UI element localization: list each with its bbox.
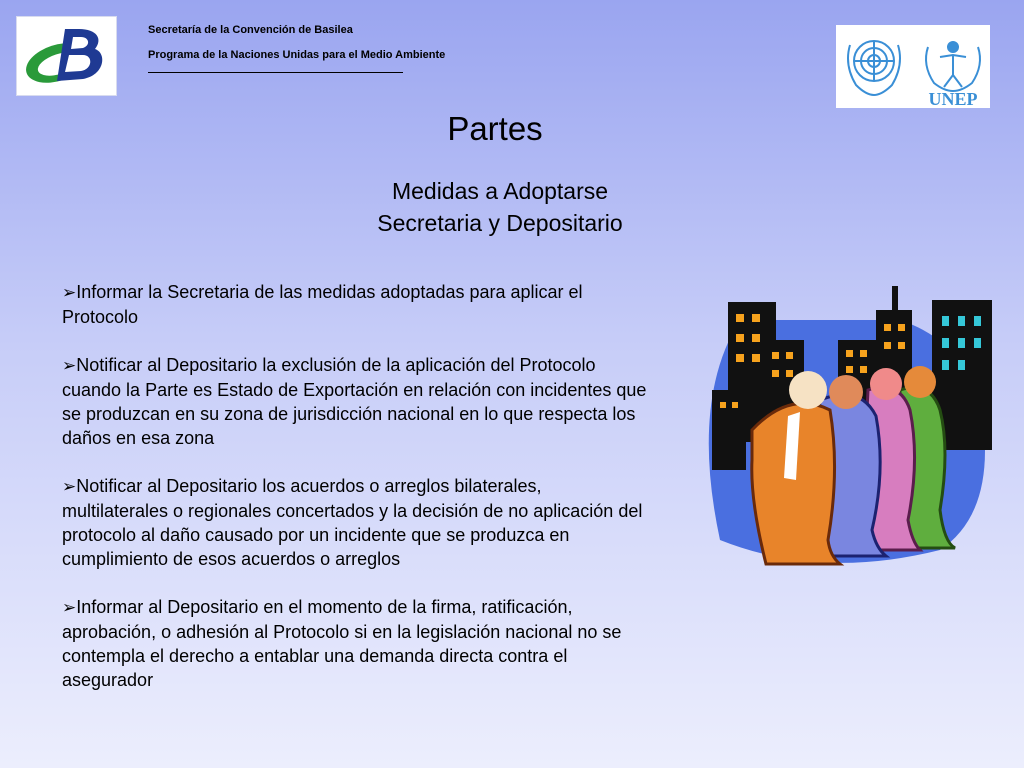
subtitle-line-1: Medidas a Adoptarse xyxy=(391,178,609,204)
un-unep-logos xyxy=(836,25,990,108)
bullet-item-2: ➢Notificar al Depositario la exclusión de la aplicación del Protocolo cuando la Parte es Estado de Exportación en relación con incidentes que se produzcan en su zona de jurisdicción nacional en lo que respecta los daños en esa zona xyxy=(62,355,647,448)
bullet-arrow-icon: ➢ xyxy=(62,283,77,302)
people-city-clipart xyxy=(700,280,1000,570)
subtitle-line-2: Secretaria y Depositario xyxy=(377,210,623,236)
un-emblem-icon xyxy=(836,25,990,108)
city-people-illustration xyxy=(700,280,1000,570)
bullet-list xyxy=(62,280,652,716)
page-title-text: Partes xyxy=(447,110,543,147)
bullet-arrow-icon: ➢ xyxy=(62,356,77,375)
bullet-item-4: ➢Informar al Depositario en el momento de la firma, ratificación, aprobación, o adhesión al Protocolo si en la legislación nacional no se contempla el derecho a entablar una demanda directa contra el asegurador xyxy=(62,597,622,690)
bullet-arrow-icon: ➢ xyxy=(62,477,77,496)
unep-wordmark: UNEP xyxy=(928,89,978,108)
page-title xyxy=(0,110,990,148)
basel-logo-icon xyxy=(17,17,116,95)
header-line-1: Secretaría de la Convención de Basilea xyxy=(148,24,353,36)
bullet-item-3: ➢Notificar al Depositario los acuerdos o arreglos bilaterales, multilaterales o regionales concertados y la decisión de no aplicación del protocolo al daño causado por un incidente que se produzca en cumplimiento de esos acuerdos o arreglos xyxy=(62,476,643,569)
bullet-item-1: ➢Informar la Secretaria de las medidas adoptadas para aplicar el Protocolo xyxy=(62,282,583,327)
header-rule xyxy=(148,72,403,73)
header-line-2: Programa de la Naciones Unidas para el Medio Ambiente xyxy=(148,49,446,61)
basel-convention-logo xyxy=(17,17,116,95)
bullet-arrow-icon: ➢ xyxy=(62,598,77,617)
